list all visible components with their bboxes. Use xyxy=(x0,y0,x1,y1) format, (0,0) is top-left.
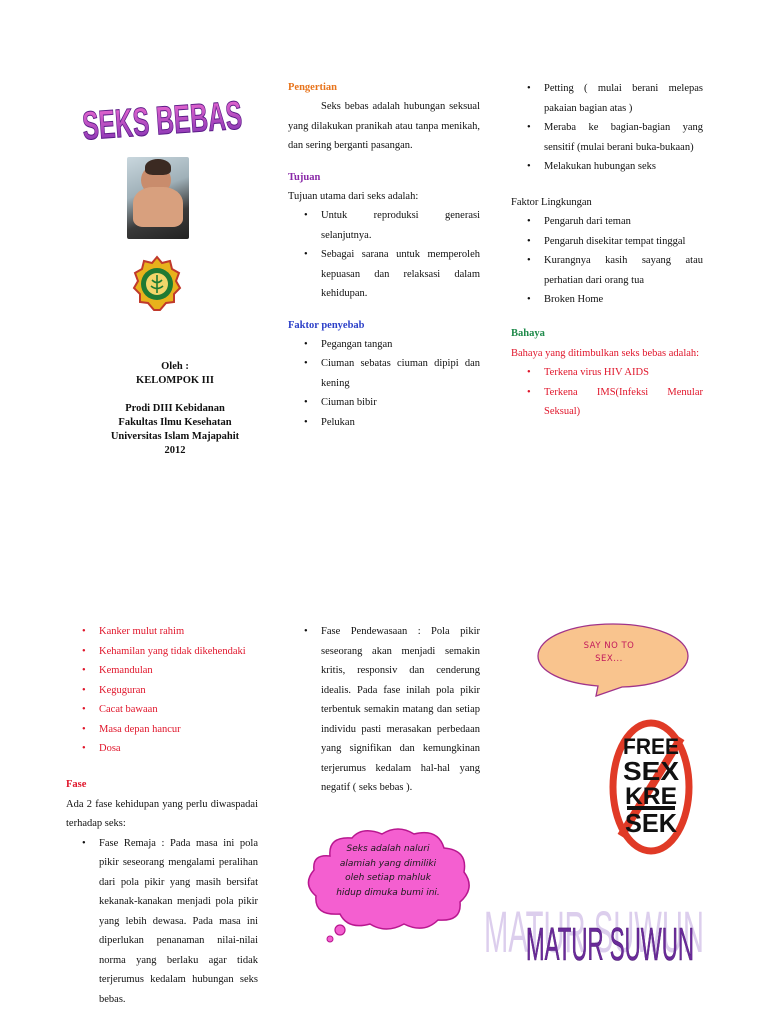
bahaya-cont-list xyxy=(66,622,258,759)
list-item: • Petting ( mulai berani melepas pakaian bagian atas ) xyxy=(511,79,703,118)
tujuan-list xyxy=(288,206,480,304)
bottom-left-panel xyxy=(66,622,258,1009)
list-item: • Fase Pendewasaan : Pola pikir seseorang akan menjadi semakin kritis, responsiv dan cenderung idealis. Pada fase inilah pola pikir terbentuk semakin matang dan setiap individu pasti merasakan perbedaan yang signifikan dan kemungkinan terjerumus kedalam hal-hal yang negatif ( seks bebas ). xyxy=(288,622,480,798)
thanks-wordart xyxy=(480,880,708,972)
lingkungan-heading: Faktor Lingkungan xyxy=(511,196,592,208)
no-free-sex-sign xyxy=(609,718,693,856)
credit-university: Universitas Islam Majapahit xyxy=(110,431,240,442)
sign-line-sek: SEK xyxy=(625,808,678,838)
credits-block xyxy=(80,360,270,458)
title-wordart xyxy=(78,88,248,144)
bahaya-intro: Bahaya yang ditimbulkan seks bebas adalah: xyxy=(511,347,700,359)
bahaya-list xyxy=(511,363,703,422)
list-item: • Pegangan tangan xyxy=(288,335,480,355)
cover-photo xyxy=(127,157,189,239)
fase-heading: Fase xyxy=(66,778,87,790)
right-panel xyxy=(511,79,703,422)
list-item: • Fase Remaja : Pada masa ini pola pikir seseorang mengalami peralihan dari pola pikir yang masih bersifat kekanak-kanakan menjadi pola pikir yang lebih dewasa. Pada masa ini diperlukan penanaman nilai-nilai norma yang berlaku agar tidak terjerumus kedalam hubungan seks bebas. xyxy=(66,834,258,1010)
thanks-text: MATUR SUWUN xyxy=(526,918,694,970)
list-item: • Masa depan hancur xyxy=(66,720,258,740)
list-item: • Untuk reproduksi generasi selanjutnya. xyxy=(288,206,480,245)
list-item: • Kehamilan yang tidak dikehendaki xyxy=(66,642,258,662)
list-item: • Terkena IMS(Infeksi Menular Seksual) xyxy=(511,383,703,422)
sign-line-kre: KRE xyxy=(625,783,677,810)
list-item: • Keguguran xyxy=(66,681,258,701)
bahaya-heading: Bahaya xyxy=(511,327,545,339)
credit-year: 2012 xyxy=(164,445,186,456)
bottom-mid-panel xyxy=(288,622,480,798)
fase-cont-list xyxy=(288,622,480,798)
credit-prodi: Prodi DIII Kebidanan xyxy=(125,403,225,414)
university-logo xyxy=(132,255,182,313)
faktor-cont-list xyxy=(511,79,703,177)
credit-group: KELOMPOK III xyxy=(136,375,214,386)
tujuan-intro: Tujuan utama dari seks adalah: xyxy=(288,190,419,202)
list-item: • Kemandulan xyxy=(66,661,258,681)
list-item: • Melakukan hubungan seks xyxy=(511,157,703,177)
fase-list xyxy=(66,834,258,1010)
mid-panel xyxy=(288,80,480,432)
credit-by: Oleh : xyxy=(161,361,189,372)
thanks-shadow: MATUR SUWUN xyxy=(484,900,704,965)
list-item: • Kurangnya kasih sayang atau perhatian dari orang tua xyxy=(511,251,703,290)
list-item: • Pengaruh disekitar tempat tinggal xyxy=(511,232,703,252)
pengertian-text: Seks bebas adalah hubungan seksual yang dilakukan pranikah atau tanpa menikah, dan sering berganti pasangan. xyxy=(288,101,480,151)
list-item: • Dosa xyxy=(66,739,258,759)
list-item: • Pengaruh dari teman xyxy=(511,212,703,232)
lingkungan-list xyxy=(511,212,703,310)
title-text: SEKS BEBAS xyxy=(80,88,248,144)
list-item: • Ciuman bibir xyxy=(288,393,480,413)
list-item: • Terkena virus HIV AIDS xyxy=(511,363,703,383)
sign-line-free: FREE xyxy=(623,734,679,759)
tujuan-heading: Tujuan xyxy=(288,171,321,183)
faktor-list xyxy=(288,335,480,433)
cloud-text: Seks adalah naluri alamiah yang dimiliki oleh setiap mahluk hidup dimuka bumi ini. xyxy=(336,844,440,898)
list-item: • Kanker mulut rahim xyxy=(66,622,258,642)
list-item: • Pelukan xyxy=(288,413,480,433)
sign-line-sex: SEX xyxy=(623,756,680,786)
list-item: • Meraba ke bagian-bagian yang sensitif (mulai berani buka-bukaan) xyxy=(511,118,703,157)
list-item: • Broken Home xyxy=(511,290,703,310)
pengertian-heading: Pengertian xyxy=(288,82,337,93)
fase-intro: Ada 2 fase kehidupan yang perlu diwaspadai terhadap seks: xyxy=(66,798,258,829)
speech-bubble xyxy=(534,620,692,698)
list-item: • Sebagai sarana untuk memperoleh kepuasan dan relaksasi dalam kehidupan. xyxy=(288,245,480,304)
credit-faculty: Fakultas Ilmu Kesehatan xyxy=(118,417,232,428)
list-item: • Ciuman sebatas ciuman dipipi dan kening xyxy=(288,354,480,393)
bubble-text: SAY NO TO SEX... xyxy=(583,641,635,664)
faktor-heading: Faktor penyebab xyxy=(288,319,365,331)
thought-cloud xyxy=(300,826,478,944)
list-item: • Cacat bawaan xyxy=(66,700,258,720)
